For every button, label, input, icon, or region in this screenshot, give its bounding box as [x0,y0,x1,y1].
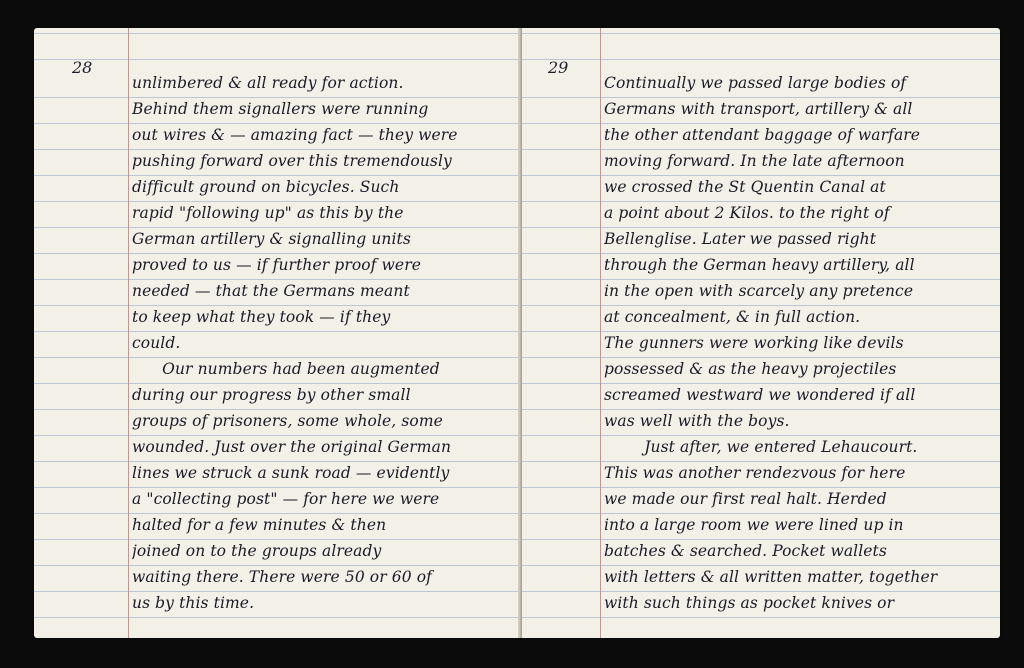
handwritten-line: needed — that the Germans meant [132,282,410,300]
handwritten-line: could. [132,334,181,352]
handwritten-line: This was another rendezvous for here [604,464,906,482]
handwritten-line: with letters & all written matter, together [604,568,938,586]
right-page-text [604,70,998,616]
left-margin-rule [128,28,129,638]
handwritten-line: during our progress by other small [132,386,411,404]
handwritten-line: Our numbers had been augmented [132,360,440,378]
handwritten-line: at concealment, & in full action. [604,308,861,326]
handwritten-line: difficult ground on bicycles. Such [132,178,400,196]
left-page [34,28,520,638]
handwritten-line: us by this time. [132,594,255,612]
handwritten-line: a "collecting post" — for here we were [132,490,440,508]
handwritten-line: The gunners were working like devils [604,334,904,352]
handwritten-line: pushing forward over this tremendously [132,152,452,170]
handwritten-line: Behind them signallers were running [132,100,429,118]
handwritten-line: to keep what they took — if they [132,308,391,326]
handwritten-line: Just after, we entered Lehaucourt. [604,438,918,456]
handwritten-line: wounded. Just over the original German [132,438,452,456]
handwritten-line: Germans with transport, artillery & all [604,100,913,118]
handwritten-line: Bellenglise. Later we passed right [604,230,877,248]
handwritten-line: the other attendant baggage of warfare [604,126,921,144]
left-page-number: 28 [72,58,93,77]
handwritten-line: German artillery & signalling units [132,230,411,248]
handwritten-line: Continually we passed large bodies of [604,74,907,92]
handwritten-line: possessed & as the heavy projectiles [604,360,897,378]
handwritten-line: joined on to the groups already [132,542,382,560]
handwritten-line: unlimbered & all ready for action. [132,74,404,92]
handwritten-line: halted for a few minutes & then [132,516,387,534]
handwritten-line: proved to us — if further proof were [132,256,421,274]
right-margin-rule [600,28,601,638]
handwritten-line: in the open with scarcely any pretence [604,282,914,300]
handwritten-line: out wires & — amazing fact — they were [132,126,458,144]
handwritten-line: waiting there. There were 50 or 60 of [132,568,432,586]
left-page-text [132,70,516,616]
handwritten-line: a point about 2 Kilos. to the right of [604,204,890,222]
handwritten-line: screamed westward we wondered if all [604,386,916,404]
handwritten-line: through the German heavy artillery, all [604,256,915,274]
handwritten-line: into a large room we were lined up in [604,516,904,534]
handwritten-line: we crossed the St Quentin Canal at [604,178,886,196]
handwritten-line: was well with the boys. [604,412,790,430]
handwritten-line: lines we struck a sunk road — evidently [132,464,450,482]
handwritten-line: we made our first real halt. Herded [604,490,887,508]
handwritten-line: groups of prisoners, some whole, some [132,412,443,430]
right-page-number: 29 [548,58,569,77]
handwritten-line: moving forward. In the late afternoon [604,152,905,170]
handwritten-line: batches & searched. Pocket wallets [604,542,887,560]
right-page [522,28,1000,638]
handwritten-line: with such things as pocket knives or [604,594,895,612]
handwritten-line: rapid "following up" as this by the [132,204,404,222]
